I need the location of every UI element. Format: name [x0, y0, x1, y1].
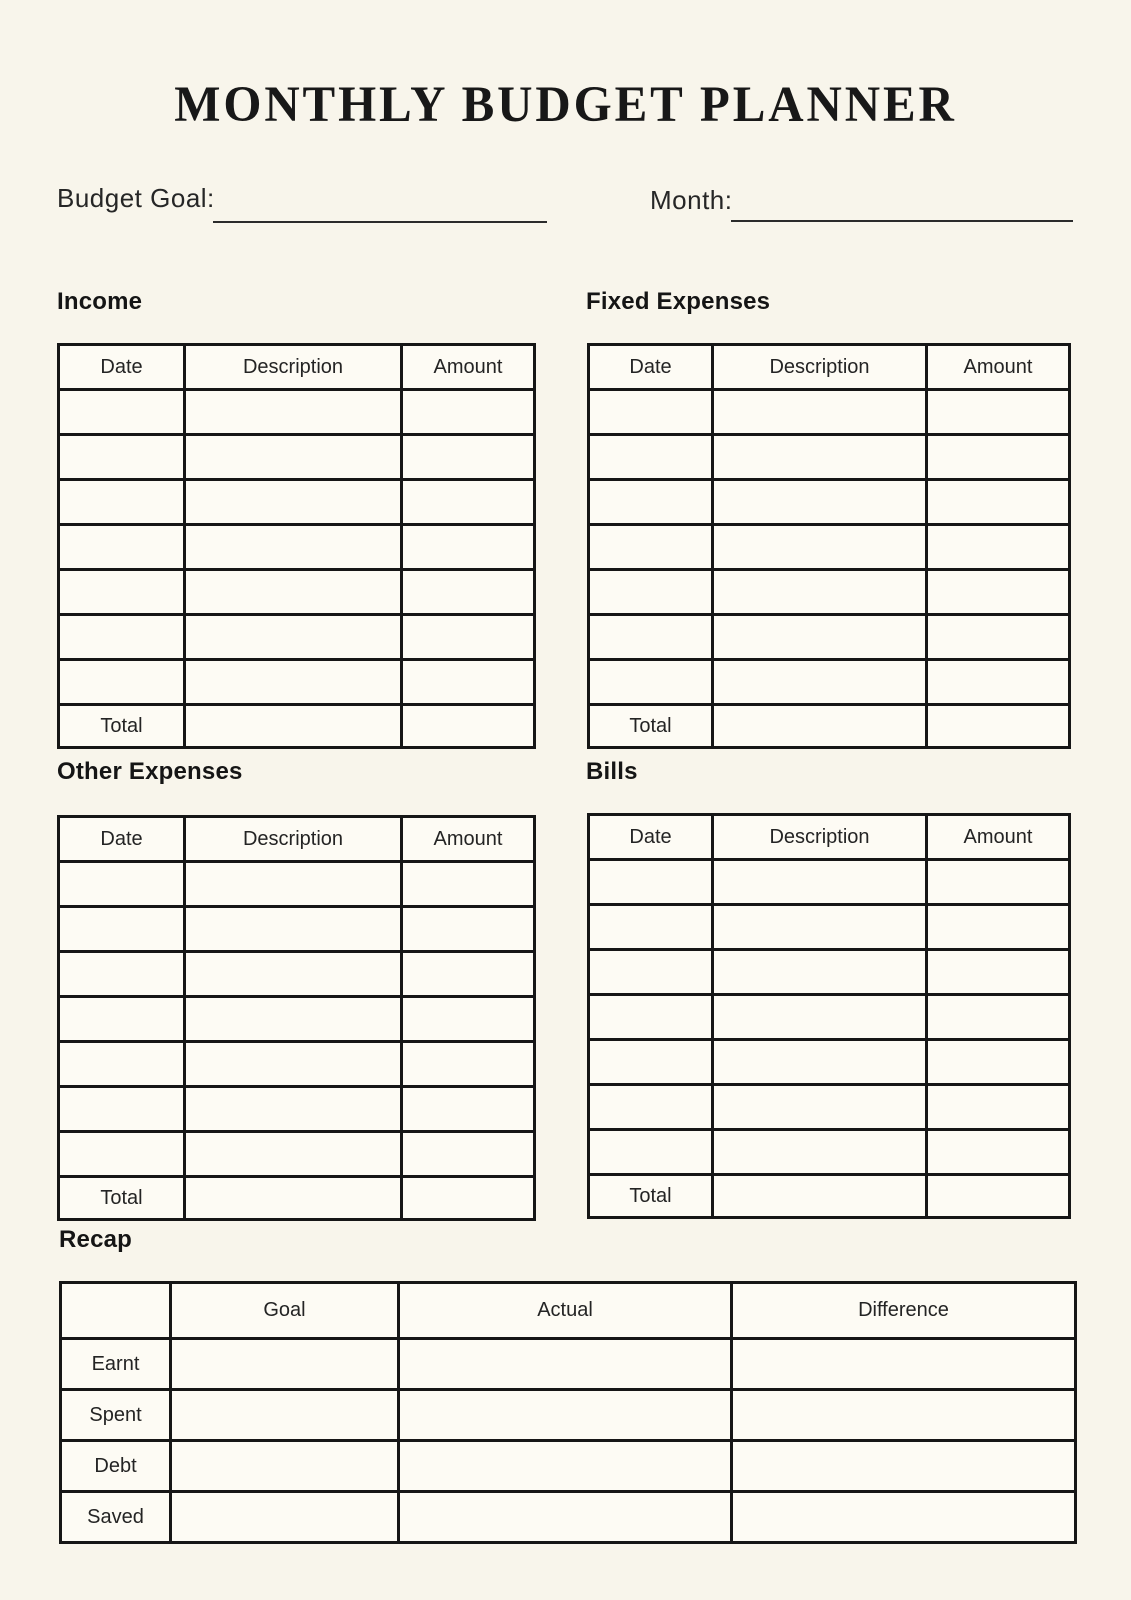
recap-row-spent: [61, 1390, 1076, 1441]
empty-amount-cell[interactable]: [927, 660, 1070, 705]
empty-amount-cell[interactable]: [927, 1040, 1070, 1085]
empty-date-cell[interactable]: [589, 480, 713, 525]
recap-table: [59, 1281, 1077, 1544]
table-row: [589, 1130, 1070, 1175]
row-label-earnt: Earnt: [61, 1339, 171, 1390]
table-row: [589, 525, 1070, 570]
empty-description-cell[interactable]: [713, 860, 927, 905]
empty-difference-cell[interactable]: [732, 1339, 1076, 1390]
empty-date-cell[interactable]: [589, 1085, 713, 1130]
empty-description-cell[interactable]: [713, 1130, 927, 1175]
empty-date-cell[interactable]: [59, 570, 185, 615]
total-label: Total: [59, 1177, 185, 1220]
table-row: [59, 660, 535, 705]
total-amount-cell[interactable]: [927, 705, 1070, 748]
recap-row-saved: [61, 1492, 1076, 1543]
total-description-cell[interactable]: [185, 1177, 402, 1220]
table-row: [59, 1132, 535, 1177]
empty-description-cell[interactable]: [713, 905, 927, 950]
table-row: [59, 525, 535, 570]
empty-description-cell[interactable]: [185, 435, 402, 480]
table-row: [589, 950, 1070, 995]
table-row: [59, 862, 535, 907]
total-label: Total: [589, 1175, 713, 1218]
total-amount-cell[interactable]: [927, 1175, 1070, 1218]
empty-amount-cell[interactable]: [402, 390, 535, 435]
column-header-amount: Amount: [402, 817, 535, 862]
month-label: Month:: [650, 185, 733, 215]
table-row: [59, 615, 535, 660]
table-row: [589, 390, 1070, 435]
table-row: [589, 905, 1070, 950]
header-row: [589, 815, 1070, 860]
empty-description-cell[interactable]: [713, 525, 927, 570]
table-row: [59, 570, 535, 615]
empty-amount-cell[interactable]: [402, 862, 535, 907]
table-row: [589, 615, 1070, 660]
total-label: Total: [59, 705, 185, 748]
budget-goal-label: Budget Goal:: [57, 183, 215, 213]
empty-description-cell[interactable]: [713, 660, 927, 705]
empty-difference-cell[interactable]: [732, 1492, 1076, 1543]
empty-description-cell[interactable]: [185, 1087, 402, 1132]
empty-amount-cell[interactable]: [402, 1132, 535, 1177]
header-row: [61, 1283, 1076, 1339]
empty-amount-cell[interactable]: [402, 480, 535, 525]
empty-date-cell[interactable]: [59, 615, 185, 660]
empty-description-cell[interactable]: [185, 660, 402, 705]
column-header-actual: Actual: [399, 1283, 732, 1339]
section-heading-fixed-expenses: Fixed Expenses: [586, 288, 771, 315]
empty-actual-cell[interactable]: [399, 1390, 732, 1441]
column-header-description: Description: [713, 815, 927, 860]
empty-description-cell[interactable]: [713, 950, 927, 995]
empty-date-cell[interactable]: [589, 995, 713, 1040]
empty-amount-cell[interactable]: [927, 525, 1070, 570]
empty-date-cell[interactable]: [59, 862, 185, 907]
column-header-date: Date: [589, 815, 713, 860]
empty-description-cell[interactable]: [185, 1042, 402, 1087]
table-row: [589, 1040, 1070, 1085]
empty-date-cell[interactable]: [589, 525, 713, 570]
empty-goal-cell[interactable]: [171, 1492, 399, 1543]
total-amount-cell[interactable]: [402, 705, 535, 748]
column-header-date: Date: [589, 345, 713, 390]
budget-goal-blank[interactable]: [213, 221, 547, 223]
empty-amount-cell[interactable]: [402, 997, 535, 1042]
empty-amount-cell[interactable]: [402, 952, 535, 997]
empty-date-cell[interactable]: [589, 660, 713, 705]
empty-amount-cell[interactable]: [402, 1087, 535, 1132]
empty-description-cell[interactable]: [185, 952, 402, 997]
empty-date-cell[interactable]: [589, 950, 713, 995]
empty-date-cell[interactable]: [59, 390, 185, 435]
empty-amount-cell[interactable]: [927, 615, 1070, 660]
empty-goal-cell[interactable]: [171, 1441, 399, 1492]
empty-amount-cell[interactable]: [927, 860, 1070, 905]
other-expenses-table: [57, 815, 536, 1221]
page-title: MONTHLY BUDGET PLANNER: [174, 77, 957, 133]
empty-amount-cell[interactable]: [927, 1085, 1070, 1130]
empty-amount-cell[interactable]: [402, 615, 535, 660]
empty-actual-cell[interactable]: [399, 1339, 732, 1390]
total-description-cell[interactable]: [185, 705, 402, 748]
total-row: [59, 705, 535, 748]
empty-amount-cell[interactable]: [927, 570, 1070, 615]
empty-description-cell[interactable]: [185, 525, 402, 570]
empty-amount-cell[interactable]: [927, 950, 1070, 995]
header-row: [59, 345, 535, 390]
empty-amount-cell[interactable]: [927, 995, 1070, 1040]
empty-description-cell[interactable]: [713, 1085, 927, 1130]
empty-amount-cell[interactable]: [402, 570, 535, 615]
empty-description-cell[interactable]: [713, 615, 927, 660]
table-row: [589, 480, 1070, 525]
empty-date-cell[interactable]: [589, 390, 713, 435]
section-heading-recap: Recap: [59, 1226, 133, 1253]
empty-date-cell[interactable]: [59, 907, 185, 952]
header-row: [59, 817, 535, 862]
empty-date-cell[interactable]: [589, 1130, 713, 1175]
empty-date-cell[interactable]: [59, 952, 185, 997]
empty-date-cell[interactable]: [589, 615, 713, 660]
empty-date-cell[interactable]: [589, 860, 713, 905]
empty-amount-cell[interactable]: [402, 660, 535, 705]
empty-difference-cell[interactable]: [732, 1390, 1076, 1441]
table-row: [59, 952, 535, 997]
table-row: [59, 907, 535, 952]
row-label-debt: Debt: [61, 1441, 171, 1492]
empty-goal-cell[interactable]: [171, 1390, 399, 1441]
empty-date-cell[interactable]: [59, 1087, 185, 1132]
recap-row-earnt: [61, 1339, 1076, 1390]
total-label: Total: [589, 705, 713, 748]
column-header-difference: Difference: [732, 1283, 1076, 1339]
table-row: [589, 995, 1070, 1040]
column-header-amount: Amount: [927, 815, 1070, 860]
empty-date-cell[interactable]: [59, 997, 185, 1042]
empty-date-cell[interactable]: [589, 570, 713, 615]
month-blank[interactable]: [731, 220, 1073, 222]
empty-description-cell[interactable]: [713, 390, 927, 435]
row-label-saved: Saved: [61, 1492, 171, 1543]
column-header-date: Date: [59, 345, 185, 390]
empty-description-cell[interactable]: [713, 570, 927, 615]
column-header-amount: Amount: [402, 345, 535, 390]
empty-description-cell[interactable]: [713, 480, 927, 525]
total-row: [59, 1177, 535, 1220]
header-row: [589, 345, 1070, 390]
empty-amount-cell[interactable]: [927, 390, 1070, 435]
column-header-goal: Goal: [171, 1283, 399, 1339]
total-amount-cell[interactable]: [402, 1177, 535, 1220]
empty-amount-cell[interactable]: [402, 525, 535, 570]
empty-description-cell[interactable]: [185, 615, 402, 660]
column-header-date: Date: [59, 817, 185, 862]
empty-description-cell[interactable]: [185, 390, 402, 435]
row-label-spent: Spent: [61, 1390, 171, 1441]
table-row: [59, 1087, 535, 1132]
income-table: [57, 343, 536, 749]
section-heading-income: Income: [57, 288, 143, 315]
empty-description-cell[interactable]: [185, 997, 402, 1042]
empty-description-cell[interactable]: [713, 435, 927, 480]
section-heading-other-expenses: Other Expenses: [57, 758, 243, 785]
empty-date-cell[interactable]: [59, 525, 185, 570]
empty-amount-cell[interactable]: [402, 435, 535, 480]
empty-description-cell[interactable]: [713, 995, 927, 1040]
column-header-amount: Amount: [927, 345, 1070, 390]
empty-amount-cell[interactable]: [927, 905, 1070, 950]
table-row: [59, 997, 535, 1042]
empty-description-cell[interactable]: [185, 480, 402, 525]
table-row: [589, 660, 1070, 705]
empty-description-cell[interactable]: [713, 1040, 927, 1085]
column-header-description: Description: [185, 817, 402, 862]
empty-date-cell[interactable]: [589, 1040, 713, 1085]
empty-description-cell[interactable]: [185, 907, 402, 952]
table-row: [59, 480, 535, 525]
recap-row-debt: [61, 1441, 1076, 1492]
column-header-blank: [61, 1283, 171, 1339]
empty-date-cell[interactable]: [59, 435, 185, 480]
empty-date-cell[interactable]: [59, 660, 185, 705]
table-row: [59, 1042, 535, 1087]
empty-date-cell[interactable]: [589, 905, 713, 950]
empty-date-cell[interactable]: [59, 480, 185, 525]
total-row: [589, 1175, 1070, 1218]
empty-amount-cell[interactable]: [402, 907, 535, 952]
empty-actual-cell[interactable]: [399, 1492, 732, 1543]
table-row: [589, 570, 1070, 615]
column-header-description: Description: [713, 345, 927, 390]
table-row: [589, 435, 1070, 480]
empty-amount-cell[interactable]: [402, 1042, 535, 1087]
empty-date-cell[interactable]: [59, 1132, 185, 1177]
empty-date-cell[interactable]: [589, 435, 713, 480]
table-row: [589, 860, 1070, 905]
total-row: [589, 705, 1070, 748]
empty-amount-cell[interactable]: [927, 480, 1070, 525]
total-description-cell[interactable]: [713, 1175, 927, 1218]
empty-amount-cell[interactable]: [927, 1130, 1070, 1175]
fixed-expenses-table: [587, 343, 1071, 749]
empty-goal-cell[interactable]: [171, 1339, 399, 1390]
empty-actual-cell[interactable]: [399, 1441, 732, 1492]
table-row: [589, 1085, 1070, 1130]
empty-description-cell[interactable]: [185, 862, 402, 907]
empty-amount-cell[interactable]: [927, 435, 1070, 480]
section-heading-bills: Bills: [586, 758, 638, 785]
bills-table: [587, 813, 1071, 1219]
empty-description-cell[interactable]: [185, 570, 402, 615]
column-header-description: Description: [185, 345, 402, 390]
table-row: [59, 390, 535, 435]
empty-difference-cell[interactable]: [732, 1441, 1076, 1492]
empty-date-cell[interactable]: [59, 1042, 185, 1087]
table-row: [59, 435, 535, 480]
empty-description-cell[interactable]: [185, 1132, 402, 1177]
total-description-cell[interactable]: [713, 705, 927, 748]
